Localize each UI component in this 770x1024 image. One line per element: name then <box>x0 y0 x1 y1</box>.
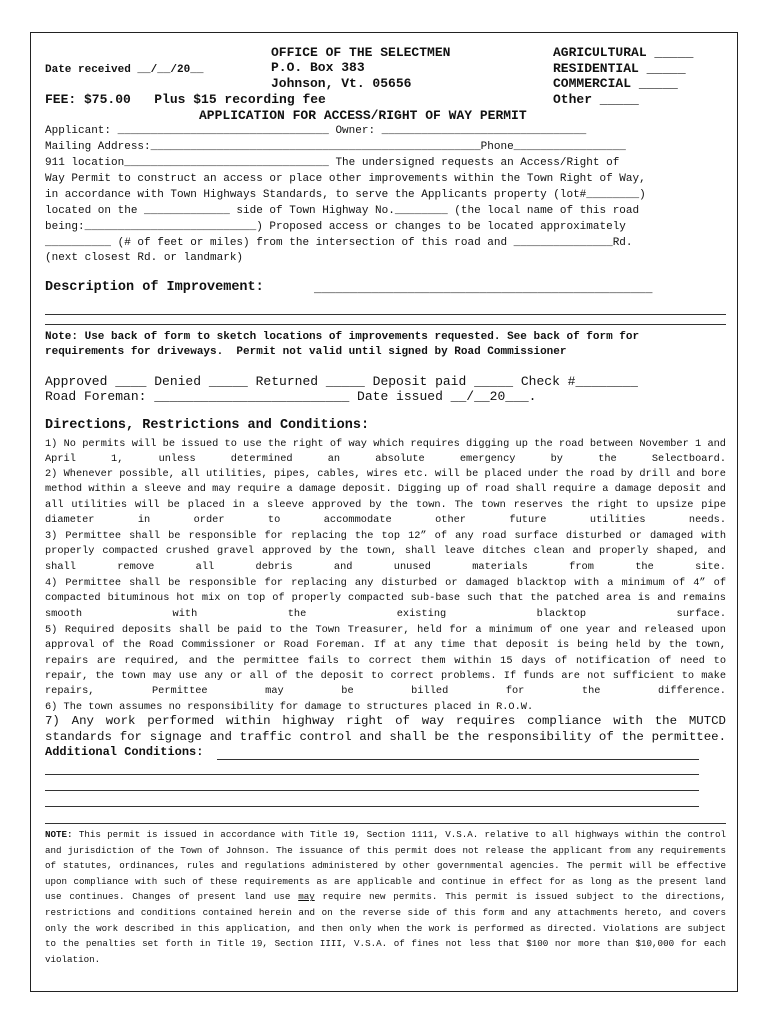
footer-note-may: may <box>298 891 315 903</box>
additional-conditions-rule <box>45 774 699 775</box>
direction-item-3: 3) Permittee shall be responsible for replacing the top 12” of any road surface disturbed or damaged with properly compacted crushed gravel approved by the town, shall leave ditches clean and properly shaped, and shall remove all debris and unused materials from the site. <box>45 530 726 573</box>
description-blank: _______________________________________________ <box>314 282 653 296</box>
direction-item-6: 6) The town assumes no responsibility for damage to structures placed in R.O.W. <box>45 701 534 713</box>
landmark-line: (next closest Rd. or landmark) <box>45 252 244 264</box>
road-name-line: being:__________________________) Proposed access or changes to be located approximately <box>45 221 626 233</box>
location-line: 911 location_______________________________ The undersigned requests an Access/Right of <box>45 157 620 169</box>
directions-heading: Directions, Restrictions and Conditions: <box>45 418 370 433</box>
description-label: Description of Improvement: <box>45 280 264 295</box>
date-received: Date received __/__/20__ <box>45 64 204 76</box>
footer-note-text: This permit is issued in accordance with Title 19, Section 1111, V.S.A. relative to all highways within the control and jurisdiction of the Town of Johnson. The issuance of this permit does not release the applicant from any requirements of statutes, ordinances, rules and regulations administered by other governmental agencies. The permit will be effective upon compliance with such of these requirements as are applicable and continue in effect for as long as the present land use continues. Changes of present land use <box>45 829 726 903</box>
direction-item-7: 7) Any work performed within highway right of way requires compliance with the MUTCD standards for signage and traffic control and shall be the responsibility of the permittee. <box>45 714 726 744</box>
category-residential: RESIDENTIAL _____ <box>553 61 686 76</box>
category-commercial: COMMERCIAL _____ <box>553 76 678 91</box>
additional-conditions-rule <box>45 790 699 791</box>
office-line-2: P.O. Box 383 <box>271 60 365 75</box>
direction-item-2: 2) Whenever possible, all utilities, pipes, cables, wires etc. will be placed under the road by drill and bore method within a sleeve and may require a damage deposit. Digging up of road shall require a damage deposit and all utilities will be placed in a sleeve approved by the town. The town reserves the right to upsize pipe diameter in order to accommodate other future utilities needs. <box>45 468 726 526</box>
footer-note <box>45 827 726 967</box>
applicant-line: Applicant: ________________________________ Owner: _______________________________ <box>45 125 587 137</box>
road-foreman-line: Road Foreman: _________________________ Date issued __/__20___. <box>45 389 537 404</box>
note-line-2: requirements for driveways. Permit not valid until signed by Road Commissioner <box>45 346 567 358</box>
standards-line: in accordance with Town Highways Standards, to serve the Applicants property (lot#________) <box>45 189 646 201</box>
mailing-address-line: Mailing Address:__________________________________________________Phone_________________ <box>45 141 626 153</box>
direction-item-5: 5) Required deposits shall be paid to the Town Treasurer, held for a minimum of one year and released upon approval of the Road Commissioner or Road Foreman. If at any time that deposit is being held by the town, repairs are required, and the permittee fails to correct them within 15 days of notification of need to repair, the town may use any or all of the deposit to correct problems. If funds are not sufficient to make repairs, Permittee may be billed for the difference. <box>45 624 726 698</box>
fee-line: FEE: $75.00 Plus $15 recording fee <box>45 92 326 107</box>
direction-item-1: 1) No permits will be issued to use the right of way which requires digging up the road between November 1 and April 1, unless determined an absolute emergency by the Selectboard. <box>45 438 726 466</box>
office-line-3: Johnson, Vt. 05656 <box>271 76 412 91</box>
form-title: APPLICATION FOR ACCESS/RIGHT OF WAY PERMIT <box>199 108 527 123</box>
distance-line: __________ (# of feet or miles) from the intersection of this road and _______________Rd. <box>45 237 633 249</box>
office-line-1: OFFICE OF THE SELECTMEN <box>271 45 451 60</box>
located-on-line: located on the _____________ side of Town Highway No.________ (the local name of this road <box>45 205 640 217</box>
divider-rule <box>45 324 726 325</box>
note-line-1: Note: Use back of form to sketch locations of improvements requested. See back of form for <box>45 331 640 343</box>
direction-item-4: 4) Permittee shall be responsible for replacing any disturbed or damaged blacktop with a minimum of 4” of compacted bituminous hot mix on top of properly compacted sub-base such that the patched area is and remains smooth with the existing blacktop surface. <box>45 577 726 620</box>
approval-line: Approved ____ Denied _____ Returned _____ Deposit paid _____ Check #________ <box>45 374 638 389</box>
additional-conditions-rule <box>217 759 699 760</box>
category-agricultural: AGRICULTURAL _____ <box>553 45 694 60</box>
permit-form <box>30 32 738 992</box>
footer-note-label: NOTE: <box>45 829 73 840</box>
category-other: Other _____ <box>553 92 639 107</box>
request-line: Way Permit to construct an access or place other improvements within the Town Right of Way, <box>45 173 646 185</box>
description-rule <box>45 314 726 315</box>
footer-note-text-2: require new permits. This permit is issued subject to the directions, restrictions and conditions contained herein and on the reverse side of this form and any attachments hereto, and covers only the work described in this application, and then only when the work is performed as directed. Violations are subject to the penalties set forth in Title 19, Section IIII, V.S.A. of fines not less that $100 nor more than $10,000 for each violation. <box>45 891 726 965</box>
footer-divider <box>45 823 726 824</box>
additional-conditions-rule <box>45 806 699 807</box>
additional-conditions-label: Additional Conditions: <box>45 745 204 759</box>
